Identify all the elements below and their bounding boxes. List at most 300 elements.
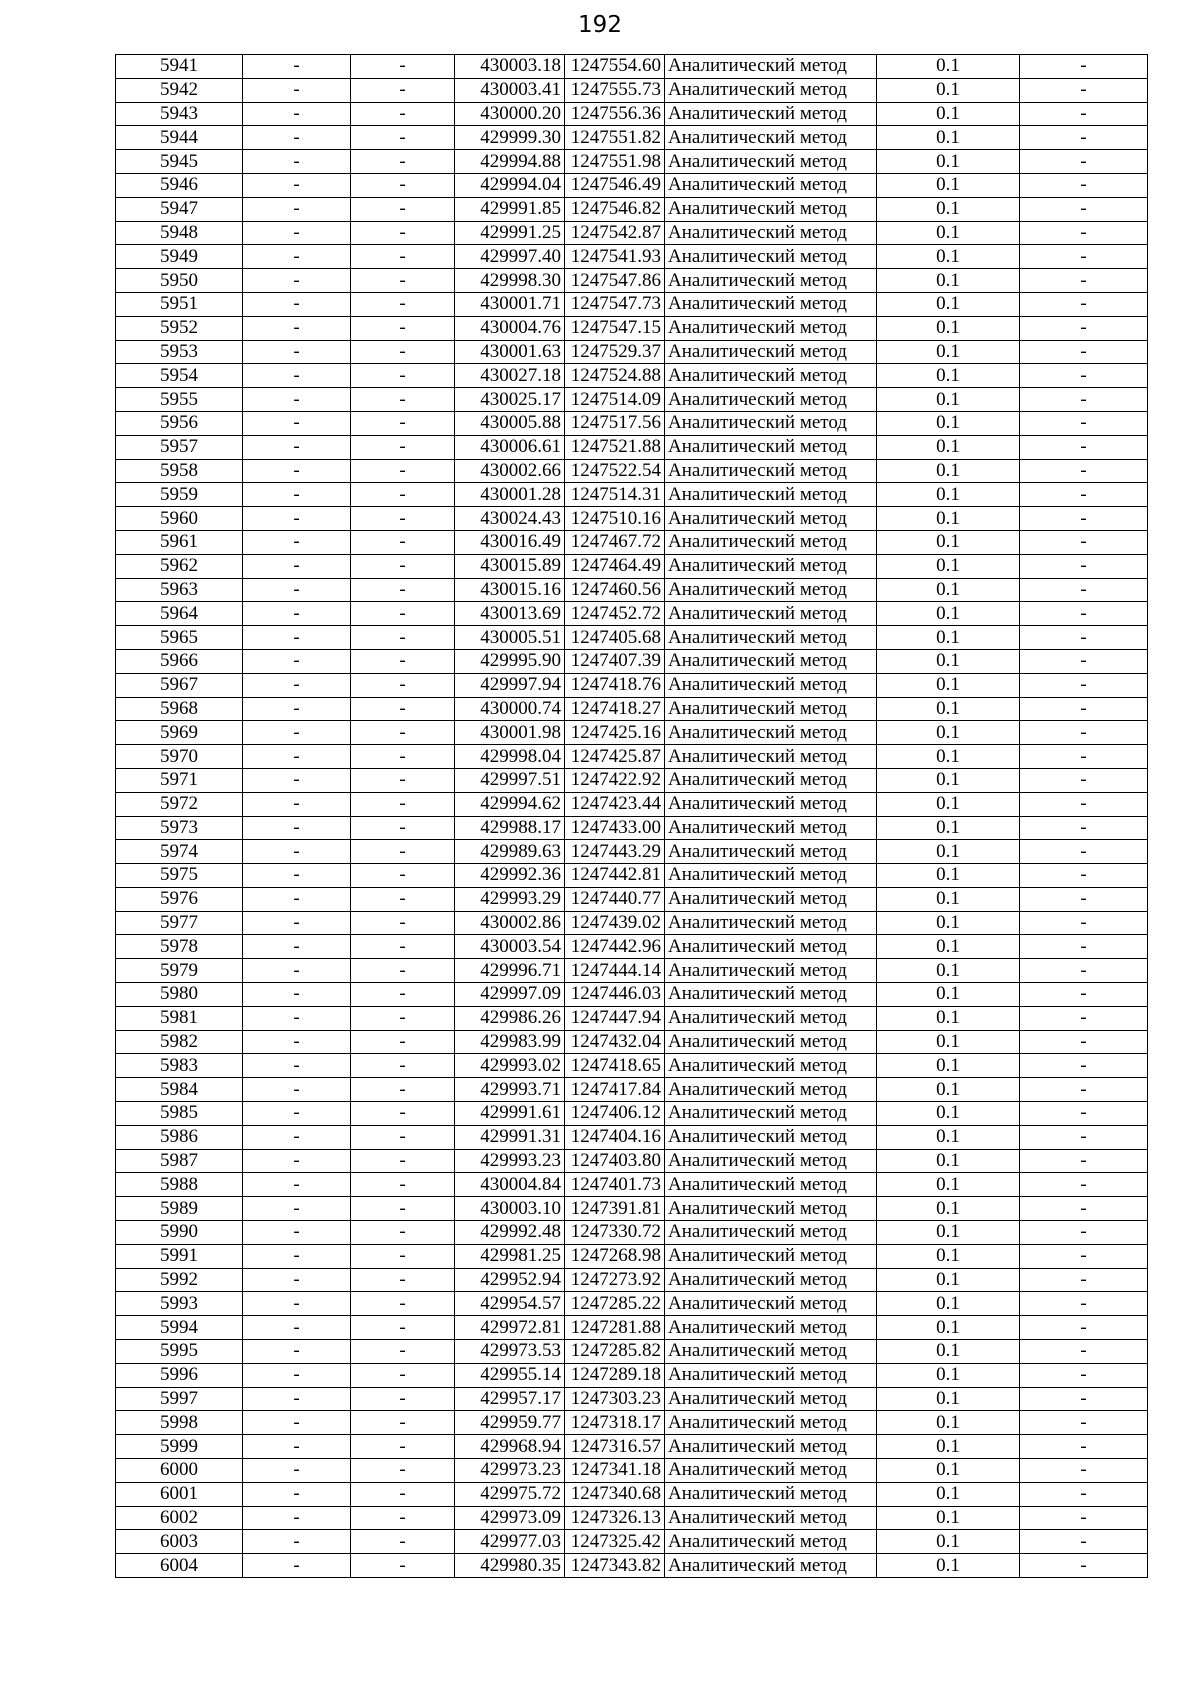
table-row	[116, 673, 1148, 697]
method-cell: Аналитический метод	[665, 316, 877, 340]
coord-y-cell: 1247521.88	[565, 435, 665, 459]
method-cell: Аналитический метод	[665, 173, 877, 197]
coord-x-cell: 429957.17	[455, 1387, 565, 1411]
accuracy-cell: 0.1	[877, 1197, 1020, 1221]
table-row	[116, 959, 1148, 983]
coord-x-cell: 429993.71	[455, 1078, 565, 1102]
table-row	[116, 435, 1148, 459]
accuracy-cell: 0.1	[877, 388, 1020, 412]
coord-y-cell: 1247391.81	[565, 1197, 665, 1221]
coord-y-cell: 1247425.16	[565, 721, 665, 745]
blank-col-3-cell: -	[1020, 649, 1148, 673]
accuracy-cell: 0.1	[877, 150, 1020, 174]
table-row	[116, 1459, 1148, 1483]
blank-col-3-cell: -	[1020, 1102, 1148, 1126]
blank-col-3-cell: -	[1020, 1125, 1148, 1149]
point-number-cell: 5976	[116, 887, 243, 911]
point-number-cell: 5996	[116, 1363, 243, 1387]
coord-x-cell: 430024.43	[455, 507, 565, 531]
method-cell: Аналитический метод	[665, 1268, 877, 1292]
coord-y-cell: 1247440.77	[565, 887, 665, 911]
coord-x-cell: 429973.53	[455, 1340, 565, 1364]
method-cell: Аналитический метод	[665, 483, 877, 507]
coord-y-cell: 1247517.56	[565, 411, 665, 435]
page-number: 192	[578, 12, 622, 38]
blank-col-2-cell: -	[351, 578, 455, 602]
coord-y-cell: 1247447.94	[565, 1006, 665, 1030]
blank-col-2-cell: -	[351, 840, 455, 864]
blank-col-2-cell: -	[351, 1435, 455, 1459]
point-number-cell: 5958	[116, 459, 243, 483]
blank-col-1-cell: -	[243, 1221, 351, 1245]
blank-col-1-cell: -	[243, 1030, 351, 1054]
point-number-cell: 5986	[116, 1125, 243, 1149]
coord-x-cell: 430001.28	[455, 483, 565, 507]
point-number-cell: 5949	[116, 245, 243, 269]
accuracy-cell: 0.1	[877, 78, 1020, 102]
coord-y-cell: 1247460.56	[565, 578, 665, 602]
method-cell: Аналитический метод	[665, 292, 877, 316]
method-cell: Аналитический метод	[665, 245, 877, 269]
blank-col-2-cell: -	[351, 507, 455, 531]
blank-col-2-cell: -	[351, 150, 455, 174]
blank-col-1-cell: -	[243, 649, 351, 673]
coord-x-cell: 429995.90	[455, 649, 565, 673]
table-row	[116, 1530, 1148, 1554]
blank-col-2-cell: -	[351, 1054, 455, 1078]
table-row	[116, 602, 1148, 626]
method-cell: Аналитический метод	[665, 626, 877, 650]
table-row	[116, 578, 1148, 602]
accuracy-cell: 0.1	[877, 911, 1020, 935]
blank-col-3-cell: -	[1020, 1411, 1148, 1435]
blank-col-1-cell: -	[243, 388, 351, 412]
coord-y-cell: 1247442.96	[565, 935, 665, 959]
blank-col-3-cell: -	[1020, 388, 1148, 412]
table-row	[116, 55, 1148, 79]
blank-col-3-cell: -	[1020, 792, 1148, 816]
point-number-cell: 6004	[116, 1554, 243, 1578]
accuracy-cell: 0.1	[877, 1221, 1020, 1245]
blank-col-2-cell: -	[351, 221, 455, 245]
blank-col-3-cell: -	[1020, 340, 1148, 364]
coord-y-cell: 1247417.84	[565, 1078, 665, 1102]
table-row	[116, 1244, 1148, 1268]
accuracy-cell: 0.1	[877, 1530, 1020, 1554]
blank-col-1-cell: -	[243, 864, 351, 888]
blank-col-3-cell: -	[1020, 1387, 1148, 1411]
blank-col-2-cell: -	[351, 411, 455, 435]
accuracy-cell: 0.1	[877, 197, 1020, 221]
blank-col-3-cell: -	[1020, 1435, 1148, 1459]
coord-x-cell: 429994.04	[455, 173, 565, 197]
method-cell: Аналитический метод	[665, 1506, 877, 1530]
point-number-cell: 5972	[116, 792, 243, 816]
point-number-cell: 5961	[116, 530, 243, 554]
point-number-cell: 5960	[116, 507, 243, 531]
accuracy-cell: 0.1	[877, 1054, 1020, 1078]
method-cell: Аналитический метод	[665, 792, 877, 816]
coord-x-cell: 429991.31	[455, 1125, 565, 1149]
table-row	[116, 150, 1148, 174]
blank-col-3-cell: -	[1020, 269, 1148, 293]
blank-col-3-cell: -	[1020, 578, 1148, 602]
point-number-cell: 5982	[116, 1030, 243, 1054]
coord-y-cell: 1247551.82	[565, 126, 665, 150]
accuracy-cell: 0.1	[877, 1316, 1020, 1340]
blank-col-3-cell: -	[1020, 507, 1148, 531]
blank-col-2-cell: -	[351, 1030, 455, 1054]
coord-x-cell: 430000.74	[455, 697, 565, 721]
accuracy-cell: 0.1	[877, 935, 1020, 959]
method-cell: Аналитический метод	[665, 1340, 877, 1364]
table-row	[116, 792, 1148, 816]
accuracy-cell: 0.1	[877, 578, 1020, 602]
coord-y-cell: 1247452.72	[565, 602, 665, 626]
blank-col-3-cell: -	[1020, 102, 1148, 126]
coord-y-cell: 1247547.86	[565, 269, 665, 293]
coord-y-cell: 1247555.73	[565, 78, 665, 102]
point-number-cell: 5955	[116, 388, 243, 412]
blank-col-2-cell: -	[351, 269, 455, 293]
blank-col-1-cell: -	[243, 1530, 351, 1554]
table-row	[116, 483, 1148, 507]
blank-col-3-cell: -	[1020, 364, 1148, 388]
coord-x-cell: 430001.63	[455, 340, 565, 364]
coord-x-cell: 429983.99	[455, 1030, 565, 1054]
accuracy-cell: 0.1	[877, 411, 1020, 435]
accuracy-cell: 0.1	[877, 1268, 1020, 1292]
accuracy-cell: 0.1	[877, 292, 1020, 316]
accuracy-cell: 0.1	[877, 1244, 1020, 1268]
blank-col-1-cell: -	[243, 1506, 351, 1530]
point-number-cell: 5967	[116, 673, 243, 697]
blank-col-1-cell: -	[243, 221, 351, 245]
blank-col-2-cell: -	[351, 1363, 455, 1387]
method-cell: Аналитический метод	[665, 1363, 877, 1387]
coord-x-cell: 430015.16	[455, 578, 565, 602]
method-cell: Аналитический метод	[665, 768, 877, 792]
coord-y-cell: 1247529.37	[565, 340, 665, 364]
coord-x-cell: 429988.17	[455, 816, 565, 840]
method-cell: Аналитический метод	[665, 388, 877, 412]
accuracy-cell: 0.1	[877, 340, 1020, 364]
table-row	[116, 340, 1148, 364]
coord-x-cell: 429991.85	[455, 197, 565, 221]
table-row	[116, 1006, 1148, 1030]
blank-col-2-cell: -	[351, 1078, 455, 1102]
accuracy-cell: 0.1	[877, 364, 1020, 388]
coord-x-cell: 429996.71	[455, 959, 565, 983]
coord-x-cell: 429980.35	[455, 1554, 565, 1578]
blank-col-3-cell: -	[1020, 959, 1148, 983]
coord-x-cell: 429954.57	[455, 1292, 565, 1316]
accuracy-cell: 0.1	[877, 840, 1020, 864]
blank-col-2-cell: -	[351, 768, 455, 792]
blank-col-1-cell: -	[243, 911, 351, 935]
blank-col-1-cell: -	[243, 1268, 351, 1292]
blank-col-1-cell: -	[243, 1411, 351, 1435]
blank-col-3-cell: -	[1020, 1363, 1148, 1387]
blank-col-1-cell: -	[243, 364, 351, 388]
table-row	[116, 840, 1148, 864]
coord-y-cell: 1247541.93	[565, 245, 665, 269]
blank-col-2-cell: -	[351, 1244, 455, 1268]
point-number-cell: 5995	[116, 1340, 243, 1364]
method-cell: Аналитический метод	[665, 1435, 877, 1459]
method-cell: Аналитический метод	[665, 911, 877, 935]
coord-x-cell: 429998.30	[455, 269, 565, 293]
table-row	[116, 173, 1148, 197]
blank-col-3-cell: -	[1020, 1316, 1148, 1340]
table-row	[116, 1054, 1148, 1078]
accuracy-cell: 0.1	[877, 1387, 1020, 1411]
accuracy-cell: 0.1	[877, 697, 1020, 721]
method-cell: Аналитический метод	[665, 983, 877, 1007]
coord-y-cell: 1247289.18	[565, 1363, 665, 1387]
coord-x-cell: 429989.63	[455, 840, 565, 864]
table-row	[116, 388, 1148, 412]
accuracy-cell: 0.1	[877, 1459, 1020, 1483]
coord-y-cell: 1247423.44	[565, 792, 665, 816]
blank-col-3-cell: -	[1020, 745, 1148, 769]
point-number-cell: 5974	[116, 840, 243, 864]
table-row	[116, 1078, 1148, 1102]
coord-y-cell: 1247418.76	[565, 673, 665, 697]
blank-col-1-cell: -	[243, 745, 351, 769]
coord-y-cell: 1247554.60	[565, 55, 665, 79]
coord-x-cell: 429986.26	[455, 1006, 565, 1030]
blank-col-3-cell: -	[1020, 935, 1148, 959]
blank-col-2-cell: -	[351, 1506, 455, 1530]
point-number-cell: 5952	[116, 316, 243, 340]
table-row	[116, 316, 1148, 340]
table-row	[116, 507, 1148, 531]
coord-y-cell: 1247418.65	[565, 1054, 665, 1078]
point-number-cell: 5993	[116, 1292, 243, 1316]
coord-x-cell: 429952.94	[455, 1268, 565, 1292]
blank-col-3-cell: -	[1020, 1054, 1148, 1078]
blank-col-1-cell: -	[243, 1244, 351, 1268]
coord-y-cell: 1247285.82	[565, 1340, 665, 1364]
accuracy-cell: 0.1	[877, 673, 1020, 697]
blank-col-3-cell: -	[1020, 483, 1148, 507]
blank-col-3-cell: -	[1020, 1268, 1148, 1292]
blank-col-1-cell: -	[243, 55, 351, 79]
blank-col-3-cell: -	[1020, 173, 1148, 197]
accuracy-cell: 0.1	[877, 1102, 1020, 1126]
coord-y-cell: 1247443.29	[565, 840, 665, 864]
blank-col-1-cell: -	[243, 459, 351, 483]
table-row	[116, 649, 1148, 673]
table-row	[116, 530, 1148, 554]
accuracy-cell: 0.1	[877, 435, 1020, 459]
coord-x-cell: 429968.94	[455, 1435, 565, 1459]
point-number-cell: 5989	[116, 1197, 243, 1221]
blank-col-1-cell: -	[243, 887, 351, 911]
coord-x-cell: 430025.17	[455, 388, 565, 412]
point-number-cell: 5968	[116, 697, 243, 721]
coord-y-cell: 1247404.16	[565, 1125, 665, 1149]
method-cell: Аналитический метод	[665, 602, 877, 626]
coord-y-cell: 1247551.98	[565, 150, 665, 174]
blank-col-1-cell: -	[243, 1459, 351, 1483]
accuracy-cell: 0.1	[877, 459, 1020, 483]
blank-col-3-cell: -	[1020, 55, 1148, 79]
method-cell: Аналитический метод	[665, 269, 877, 293]
method-cell: Аналитический метод	[665, 1102, 877, 1126]
blank-col-2-cell: -	[351, 1316, 455, 1340]
blank-col-2-cell: -	[351, 649, 455, 673]
blank-col-1-cell: -	[243, 1387, 351, 1411]
blank-col-3-cell: -	[1020, 554, 1148, 578]
coord-y-cell: 1247522.54	[565, 459, 665, 483]
coord-y-cell: 1247546.49	[565, 173, 665, 197]
blank-col-2-cell: -	[351, 245, 455, 269]
blank-col-1-cell: -	[243, 173, 351, 197]
coord-y-cell: 1247439.02	[565, 911, 665, 935]
blank-col-2-cell: -	[351, 1149, 455, 1173]
coord-x-cell: 430005.51	[455, 626, 565, 650]
table-row	[116, 221, 1148, 245]
method-cell: Аналитический метод	[665, 1006, 877, 1030]
coord-y-cell: 1247403.80	[565, 1149, 665, 1173]
blank-col-2-cell: -	[351, 435, 455, 459]
method-cell: Аналитический метод	[665, 221, 877, 245]
blank-col-3-cell: -	[1020, 1006, 1148, 1030]
method-cell: Аналитический метод	[665, 1482, 877, 1506]
table-row	[116, 935, 1148, 959]
coord-x-cell: 429994.62	[455, 792, 565, 816]
table-body	[116, 55, 1148, 1578]
blank-col-1-cell: -	[243, 1054, 351, 1078]
coord-x-cell: 430001.71	[455, 292, 565, 316]
method-cell: Аналитический метод	[665, 340, 877, 364]
method-cell: Аналитический метод	[665, 1125, 877, 1149]
accuracy-cell: 0.1	[877, 1173, 1020, 1197]
coord-y-cell: 1247341.18	[565, 1459, 665, 1483]
coord-x-cell: 429955.14	[455, 1363, 565, 1387]
blank-col-3-cell: -	[1020, 1292, 1148, 1316]
table-row	[116, 1173, 1148, 1197]
method-cell: Аналитический метод	[665, 507, 877, 531]
coord-y-cell: 1247340.68	[565, 1482, 665, 1506]
method-cell: Аналитический метод	[665, 959, 877, 983]
method-cell: Аналитический метод	[665, 459, 877, 483]
coord-x-cell: 429997.94	[455, 673, 565, 697]
table-row	[116, 78, 1148, 102]
accuracy-cell: 0.1	[877, 1482, 1020, 1506]
blank-col-3-cell: -	[1020, 1340, 1148, 1364]
blank-col-2-cell: -	[351, 1482, 455, 1506]
coord-x-cell: 430003.41	[455, 78, 565, 102]
coord-y-cell: 1247542.87	[565, 221, 665, 245]
table-row	[116, 197, 1148, 221]
point-number-cell: 5944	[116, 126, 243, 150]
point-number-cell: 5970	[116, 745, 243, 769]
blank-col-3-cell: -	[1020, 1530, 1148, 1554]
point-number-cell: 5951	[116, 292, 243, 316]
blank-col-2-cell: -	[351, 1102, 455, 1126]
coord-x-cell: 430003.10	[455, 1197, 565, 1221]
method-cell: Аналитический метод	[665, 78, 877, 102]
coord-y-cell: 1247432.04	[565, 1030, 665, 1054]
blank-col-2-cell: -	[351, 197, 455, 221]
method-cell: Аналитический метод	[665, 1411, 877, 1435]
blank-col-3-cell: -	[1020, 1030, 1148, 1054]
table-row	[116, 1554, 1148, 1578]
coord-y-cell: 1247514.09	[565, 388, 665, 412]
coord-y-cell: 1247330.72	[565, 1221, 665, 1245]
blank-col-1-cell: -	[243, 1125, 351, 1149]
point-number-cell: 5954	[116, 364, 243, 388]
accuracy-cell: 0.1	[877, 1030, 1020, 1054]
blank-col-1-cell: -	[243, 554, 351, 578]
blank-col-1-cell: -	[243, 792, 351, 816]
accuracy-cell: 0.1	[877, 745, 1020, 769]
accuracy-cell: 0.1	[877, 269, 1020, 293]
blank-col-3-cell: -	[1020, 864, 1148, 888]
table-row	[116, 292, 1148, 316]
method-cell: Аналитический метод	[665, 649, 877, 673]
table-row	[116, 864, 1148, 888]
blank-col-2-cell: -	[351, 388, 455, 412]
blank-col-1-cell: -	[243, 602, 351, 626]
blank-col-1-cell: -	[243, 1173, 351, 1197]
accuracy-cell: 0.1	[877, 1435, 1020, 1459]
table-row	[116, 887, 1148, 911]
coord-y-cell: 1247406.12	[565, 1102, 665, 1126]
method-cell: Аналитический метод	[665, 197, 877, 221]
coord-y-cell: 1247514.31	[565, 483, 665, 507]
coord-y-cell: 1247546.82	[565, 197, 665, 221]
blank-col-1-cell: -	[243, 1482, 351, 1506]
blank-col-2-cell: -	[351, 55, 455, 79]
coord-x-cell: 430000.20	[455, 102, 565, 126]
accuracy-cell: 0.1	[877, 983, 1020, 1007]
coord-x-cell: 429993.29	[455, 887, 565, 911]
point-number-cell: 5990	[116, 1221, 243, 1245]
coord-y-cell: 1247343.82	[565, 1554, 665, 1578]
point-number-cell: 5965	[116, 626, 243, 650]
blank-col-2-cell: -	[351, 78, 455, 102]
blank-col-3-cell: -	[1020, 1459, 1148, 1483]
point-number-cell: 5984	[116, 1078, 243, 1102]
accuracy-cell: 0.1	[877, 55, 1020, 79]
table-row	[116, 1125, 1148, 1149]
method-cell: Аналитический метод	[665, 1316, 877, 1340]
point-number-cell: 5959	[116, 483, 243, 507]
accuracy-cell: 0.1	[877, 507, 1020, 531]
blank-col-3-cell: -	[1020, 126, 1148, 150]
method-cell: Аналитический метод	[665, 150, 877, 174]
point-number-cell: 5975	[116, 864, 243, 888]
method-cell: Аналитический метод	[665, 887, 877, 911]
blank-col-1-cell: -	[243, 1292, 351, 1316]
blank-col-2-cell: -	[351, 1006, 455, 1030]
coord-x-cell: 429977.03	[455, 1530, 565, 1554]
accuracy-cell: 0.1	[877, 316, 1020, 340]
accuracy-cell: 0.1	[877, 221, 1020, 245]
accuracy-cell: 0.1	[877, 959, 1020, 983]
coord-y-cell: 1247281.88	[565, 1316, 665, 1340]
blank-col-2-cell: -	[351, 483, 455, 507]
coord-x-cell: 429959.77	[455, 1411, 565, 1435]
blank-col-1-cell: -	[243, 1197, 351, 1221]
coord-y-cell: 1247316.57	[565, 1435, 665, 1459]
blank-col-3-cell: -	[1020, 673, 1148, 697]
blank-col-2-cell: -	[351, 1221, 455, 1245]
